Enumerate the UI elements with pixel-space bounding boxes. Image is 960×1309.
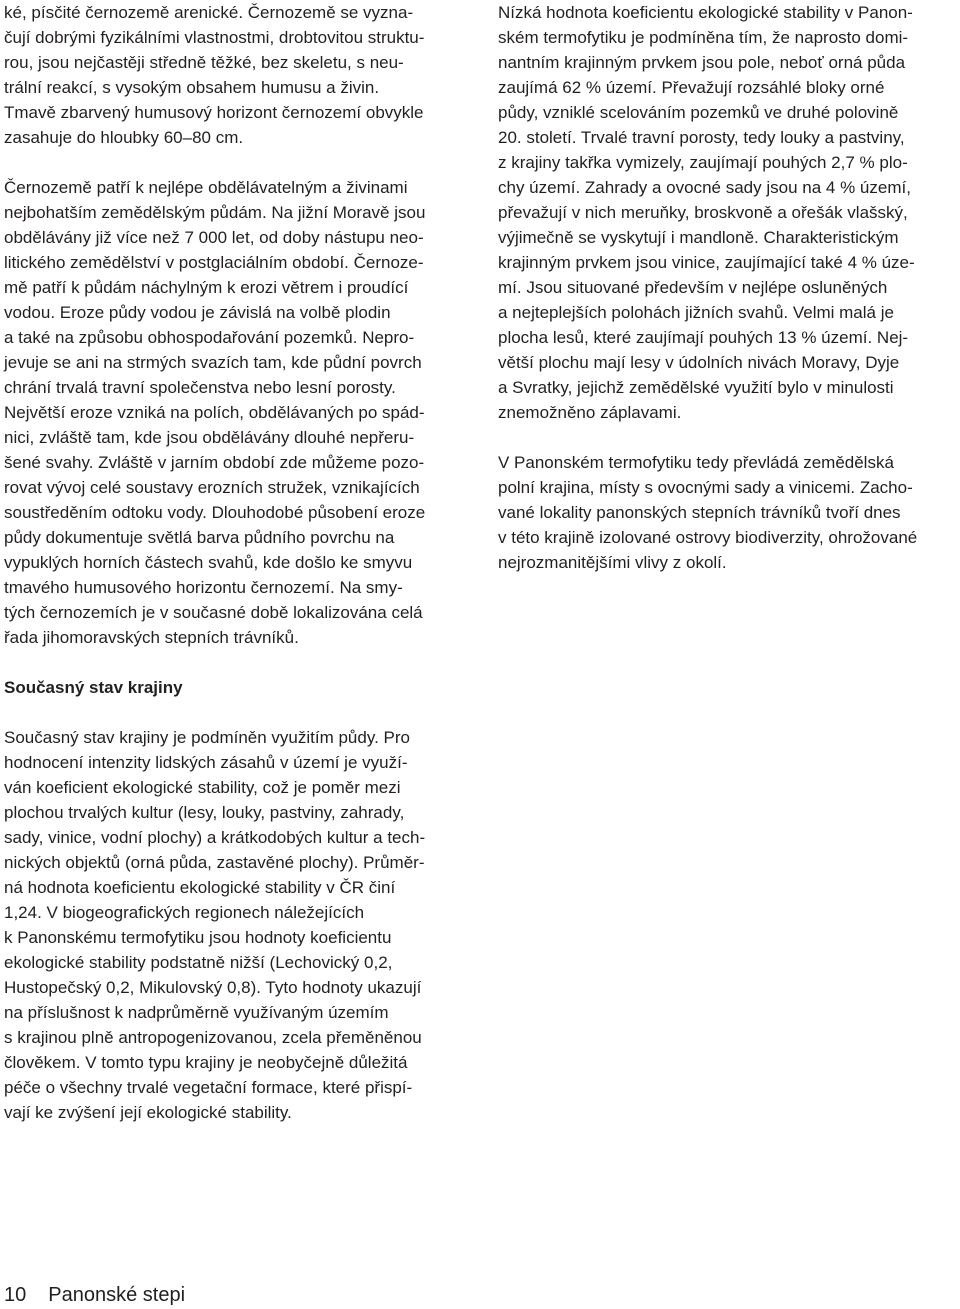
text-line: a také na způsobu obhospodařování pozemků. Nepro- <box>4 328 415 347</box>
text-line: krajinným prvkem jsou vinice, zaujímající také 4 % úze- <box>498 253 915 272</box>
page-number: 10 <box>4 1284 27 1306</box>
text-line: vané lokality panonských stepních trávníků tvoří dnes <box>498 503 901 522</box>
text-line: s krajinou plně antropogenizovanou, zcela přeměněnou <box>4 1028 422 1047</box>
text-line: ná hodnota koeficientu ekologické stability v ČR činí <box>4 878 396 897</box>
paragraph-agricultural-landscape <box>498 450 958 575</box>
text-line: ván koeficient ekologické stability, což je poměr mezi <box>4 778 401 797</box>
text-line: znemožněno záplavami. <box>498 403 682 422</box>
paragraph-soil-erosion <box>4 175 466 650</box>
text-line: rou, jsou nejčastěji středně těžké, bez skeletu, s neu- <box>4 53 404 72</box>
paragraph-ecological-stability <box>498 0 958 425</box>
text-line: chy území. Zahrady a ovocné sady jsou na 4 % území, <box>498 178 911 197</box>
text-line: a Svratky, jejichž zemědělské využití bylo v minulosti <box>498 378 894 397</box>
text-line: plochou trvalých kultur (lesy, louky, pastviny, zahrady, <box>4 803 405 822</box>
text-line: půdy dokumentuje světlá barva půdního povrchu na <box>4 528 395 547</box>
text-line: nejbohatším zemědělským půdám. Na jižní Moravě jsou <box>4 203 426 222</box>
text-line: nických objektů (orná půda, zastavěné plochy). Průměr- <box>4 853 425 872</box>
text-line: vypuklých horních částech svahů, kde došlo ke smyvu <box>4 553 413 572</box>
text-line: k Panonskému termofytiku jsou hodnoty koeficientu <box>4 928 392 947</box>
page-footer <box>4 1283 185 1307</box>
text-line: převažují v nich meruňky, broskvoně a ořešák vlašský, <box>498 203 908 222</box>
text-line: šené svahy. Zvláště v jarním období zde můžeme pozo- <box>4 453 425 472</box>
section-title: Panonské stepi <box>48 1284 186 1306</box>
text-line: ekologické stability podstatně nižší (Lechovický 0,2, <box>4 953 393 972</box>
text-line: Nízká hodnota koeficientu ekologické stability v Panon- <box>498 3 913 22</box>
text-line: soustředěním odtoku vody. Dlouhodobé působení eroze <box>4 503 426 522</box>
text-line: hodnocení intenzity lidských zásahů v území je využí- <box>4 753 408 772</box>
text-line: zaujímá 62 % území. Převažují rozsáhlé bloky orné <box>498 78 885 97</box>
text-line: a nejteplejších polohách jižních svahů. Velmi malá je <box>498 303 894 322</box>
text-line: polní krajina, místy s ovocnými sady a vinicemi. Zacho- <box>498 478 913 497</box>
right-column <box>498 0 958 575</box>
text-line: v této krajině izolované ostrovy biodiverzity, ohrožované <box>498 528 918 547</box>
text-line: půdy, vzniklé scelováním pozemků ve druhé polovině <box>498 103 899 122</box>
text-line: jevuje se ani na strmých svazích tam, kde půdní povrch <box>4 353 422 372</box>
text-line: obdělávány již více než 7 000 let, od doby nástupu neo- <box>4 228 424 247</box>
text-line: na příslušnost k nadprůměrně využívaným územím <box>4 1003 389 1022</box>
text-line: mě patří k půdám náchylným k erozi větrem i proudící <box>4 278 409 297</box>
left-column <box>4 0 466 1125</box>
text-line: čují dobrými fyzikálními vlastnostmi, drobtovitou struktu- <box>4 28 425 47</box>
text-line: Hustopečský 0,2, Mikulovský 0,8). Tyto hodnoty ukazují <box>4 978 422 997</box>
section-heading: Současný stav krajiny <box>4 678 183 697</box>
text-line: trální reakcí, s vysokým obsahem humusu a živin. <box>4 78 380 97</box>
text-line: plocha lesů, které zaujímají pouhých 13 % území. Nej- <box>498 328 909 347</box>
text-line: sady, vinice, vodní plochy) a krátkodobých kultur a tech- <box>4 828 426 847</box>
text-line: z krajiny takřka vymizely, zaujímají pouhých 2,7 % plo- <box>498 153 908 172</box>
text-line: litického zemědělství v postglaciálním období. Černoze- <box>4 253 424 272</box>
text-line: 1,24. V biogeografických regionech náležejících <box>4 903 365 922</box>
text-line: řada jihomoravských stepních trávníků. <box>4 628 299 647</box>
text-line: chrání trvalá travní společenstva nebo lesní porosty. <box>4 378 396 397</box>
text-line: tých černozemích je v současné době lokalizována celá <box>4 603 423 622</box>
text-line: nantním krajinným prvkem jsou pole, neboť orná půda <box>498 53 906 72</box>
text-line: ké, písčité černozemě arenické. Černozemě se vyzna- <box>4 3 414 22</box>
text-line: Černozemě patří k nejlépe obdělávatelným a živinami <box>4 178 408 197</box>
text-line: ském termofytiku je podmíněna tím, že naprosto domi- <box>498 28 909 47</box>
text-line: tmavého humusového horizontu černozemí. Na smy- <box>4 578 403 597</box>
text-line: člověkem. V tomto typu krajiny je neobyčejně důležitá <box>4 1053 408 1072</box>
text-line: V Panonském termofytiku tedy převládá zemědělská <box>498 453 894 472</box>
text-line: rovat vývoj celé soustavy erozních stružek, vznikajících <box>4 478 420 497</box>
text-line: výjimečně se vyskytují i mandloně. Charakteristickým <box>498 228 899 247</box>
text-line: Současný stav krajiny je podmíněn využitím půdy. Pro <box>4 728 410 747</box>
paragraph-soil-properties <box>4 0 466 150</box>
text-line: nici, zvláště tam, kde jsou obdělávány dlouhé nepřeru- <box>4 428 415 447</box>
text-line: péče o všechny trvalé vegetační formace, které přispí- <box>4 1078 413 1097</box>
paragraph-landscape-state <box>4 725 466 1125</box>
text-line: mí. Jsou situované především v nejlépe osluněných <box>498 278 888 297</box>
text-line: Největší eroze vzniká na polích, obdělávaných po spád- <box>4 403 425 422</box>
text-line: 20. století. Trvalé travní porosty, tedy louky a pastviny, <box>498 128 905 147</box>
text-line: vodou. Eroze půdy vodou je závislá na volbě plodin <box>4 303 391 322</box>
text-line: větší plochu mají lesy v údolních nivách Moravy, Dyje <box>498 353 900 372</box>
text-line: nejrozmanitějšími vlivy z okolí. <box>498 553 727 572</box>
text-line: zasahuje do hloubky 60–80 cm. <box>4 128 244 147</box>
text-line: Tmavě zbarvený humusový horizont černozemí obvykle <box>4 103 424 122</box>
text-line: vají ke zvýšení její ekologické stability. <box>4 1103 292 1122</box>
